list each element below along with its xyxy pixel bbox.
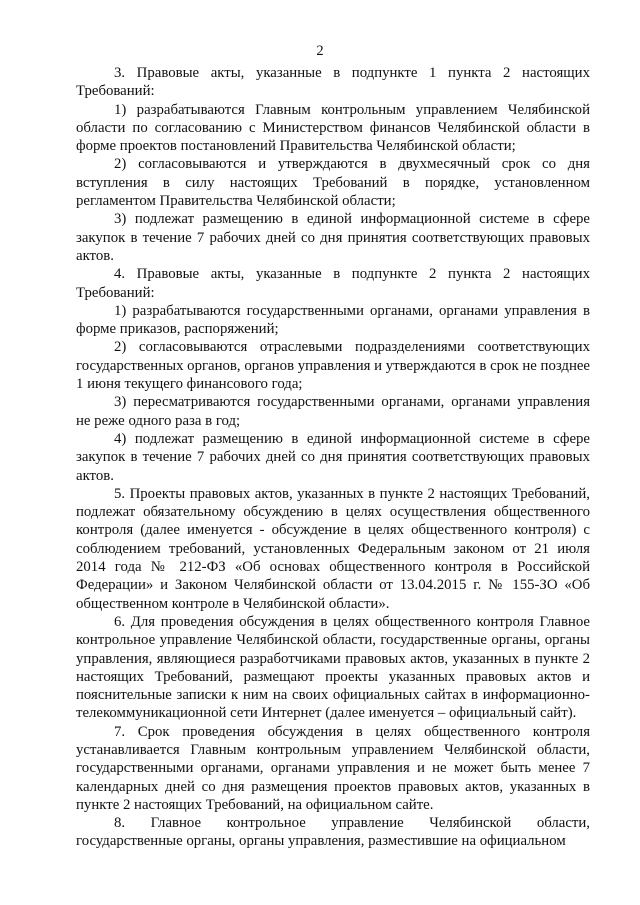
paragraph-8: 8. Главное контрольное управление Челябинской области, государственные органы, органы управления, разместившие на официальном [76, 815, 590, 850]
paragraph-4-4: 4) подлежат размещению в единой информационной системе в сфере закупок в течение 7 рабочих дней со дня принятия соответствующих правовых актов. [76, 430, 590, 484]
paragraph-4-3: 3) пересматриваются государственными органами, органами управления не реже одного раза в год; [76, 394, 590, 429]
paragraph-4: 4. Правовые акты, указанные в подпункте 2 пункта 2 настоящих Требований: [76, 266, 590, 301]
paragraph-5: 5. Проекты правовых актов, указанных в пункте 2 настоящих Требований, подлежат обязательному обсуждению в целях осуществления общественного контроля (далее именуется - обсуждение в целях общественного контроля) с соблюдением требований, установленных Федеральным законом от 21 июля 2014 года № 212-ФЗ «Об основах общественного контроля в Российской Федерации» и Законом Челябинской области от 13.04.2015 г. № 155-ЗО «Об общественном контроле в Челябинской области». [76, 485, 590, 612]
paragraph-3-1: 1) разрабатываются Главным контрольным управлением Челябинской области по согласованию с Министерством финансов Челябинской области в форме проектов постановлений Правительства Челябинской области; [76, 101, 590, 155]
paragraph-3-3: 3) подлежат размещению в единой информационной системе в сфере закупок в течение 7 рабочих дней со дня принятия соответствующих правовых актов. [76, 211, 590, 264]
paragraph-6: 6. Для проведения обсуждения в целях общественного контроля Главное контрольное управление Челябинской области, государственные органы, органы управления, являющиеся разработчиками правовых актов, указанных в пункте 2 настоящих Требований, размещают проекты указанных правовых актов и пояснительные записки к ним на своих официальных сайтах в информационно-телекоммуникационной сети Интернет (далее именуется – официальный сайт). [76, 613, 590, 722]
page-number: 2 [316, 43, 324, 59]
paragraph-3-2: 2) согласовываются и утверждаются в двухмесячный срок со дня вступления в силу настоящих Требований в порядке, установленном регламентом Правительства Челябинской области; [76, 156, 590, 210]
document-body [76, 64, 590, 851]
paragraph-7: 7. Срок проведения обсуждения в целях общественного контроля устанавливается Главным контрольным управлением Челябинской области, государственными органами, органами управления и не может быть менее 7 календарных дней со дня размещения проектов правовых актов, указанных в пункте 2 настоящих Требований, на официальном сайте. [76, 723, 590, 813]
paragraph-4-2: 2) согласовываются отраслевыми подразделениями соответствующих государственных органов, органов управления и утверждаются в срок не позднее 1 июня текущего финансового года; [76, 339, 590, 393]
paragraph-4-1: 1) разрабатываются государственными органами, органами управления в форме приказов, распоряжений; [76, 302, 590, 338]
paragraph-3: 3. Правовые акты, указанные в подпункте 1 пункта 2 настоящих Требований: [76, 65, 590, 100]
